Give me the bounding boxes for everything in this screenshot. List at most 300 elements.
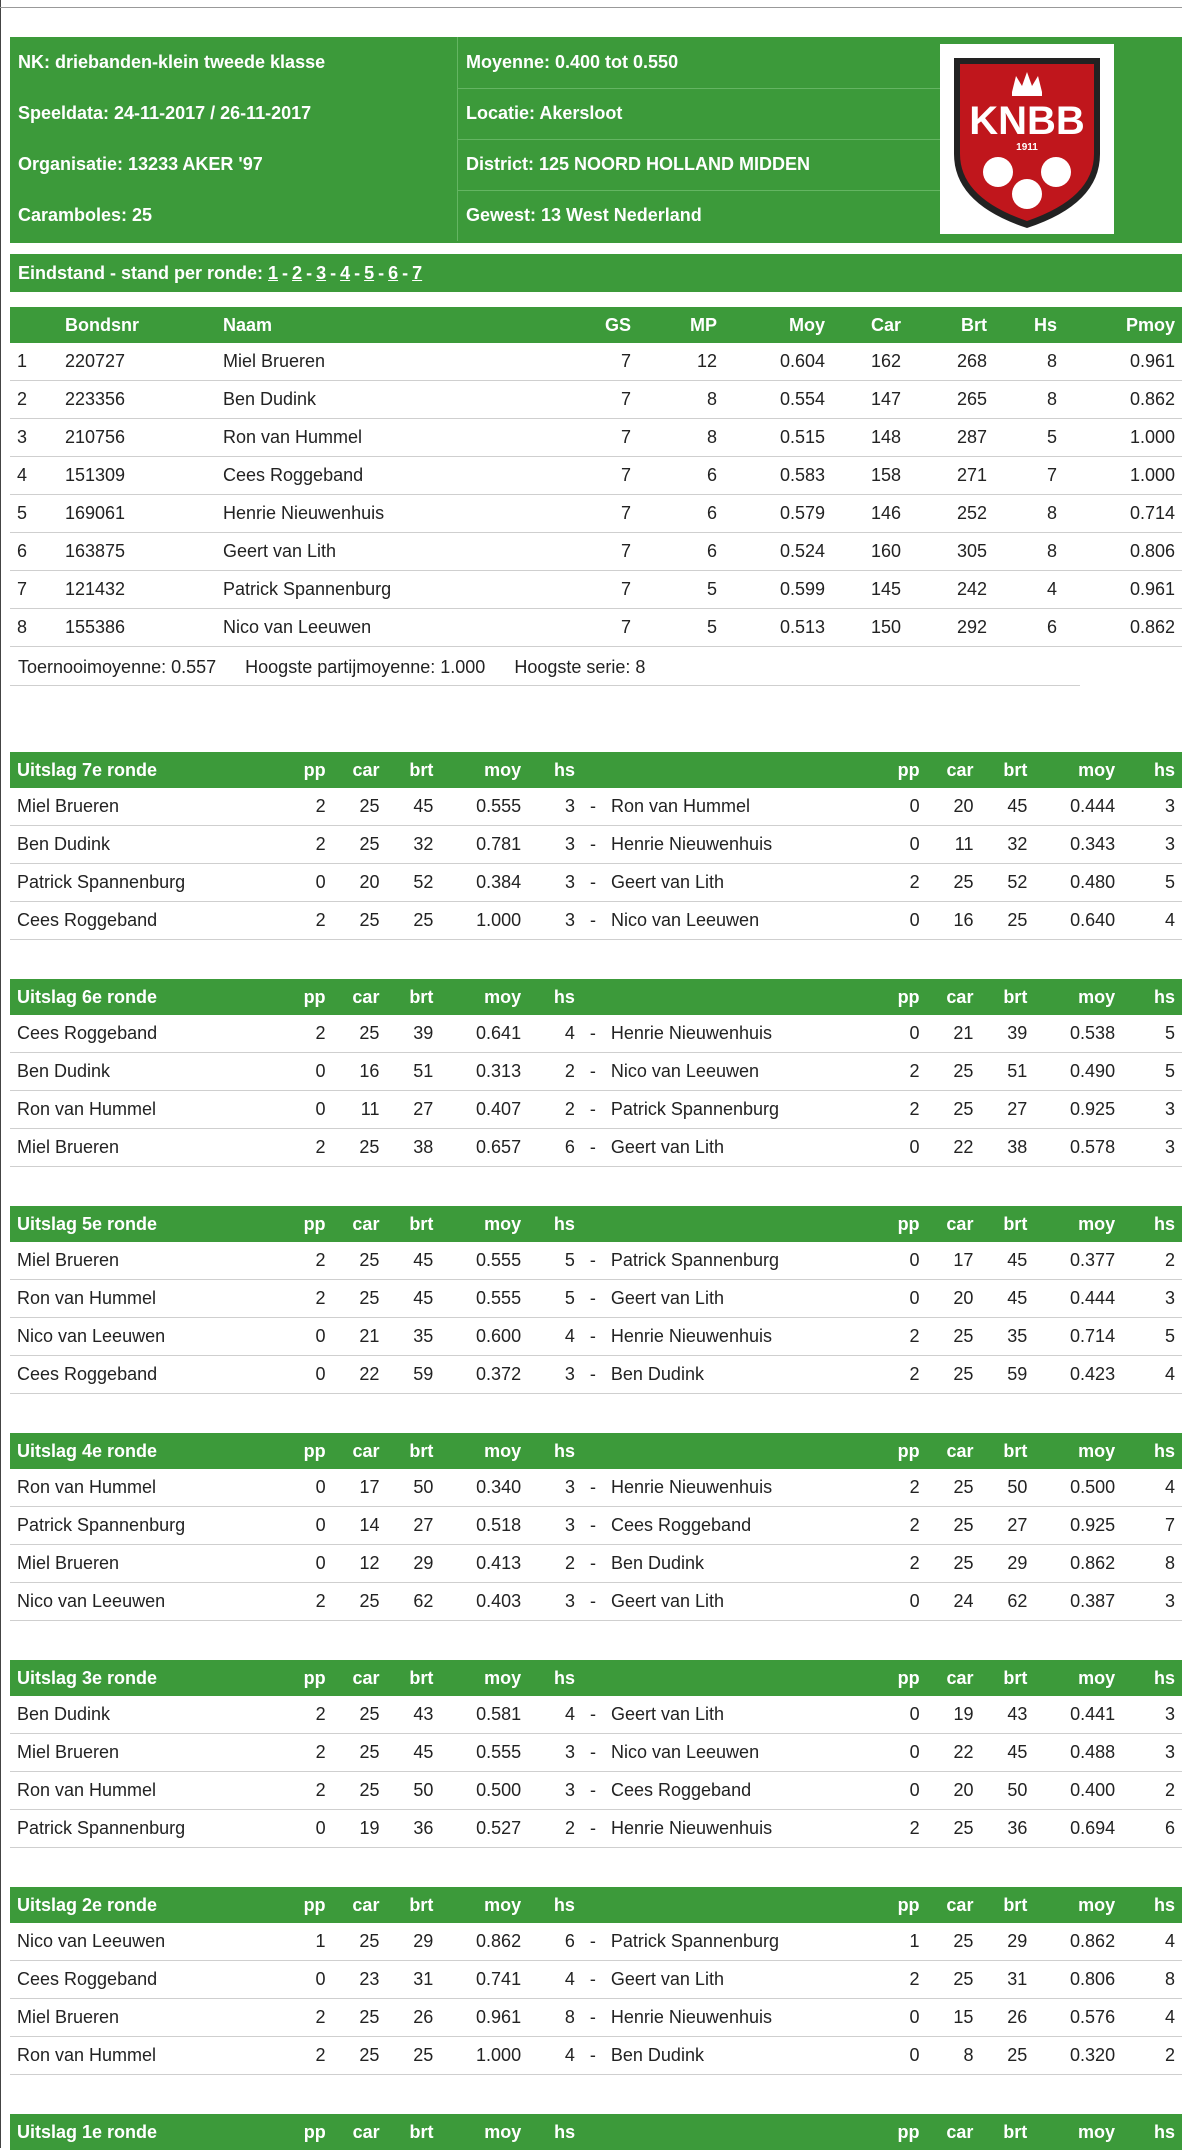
nav-separator: - xyxy=(330,263,337,283)
round-header-cell: moy xyxy=(440,979,528,1015)
table-cell: 3 xyxy=(528,1734,582,1772)
table-cell: 43 xyxy=(387,1696,441,1734)
table-cell: 0 xyxy=(873,1129,927,1167)
match-separator: - xyxy=(582,1999,604,2037)
table-cell: 6 xyxy=(638,495,724,533)
table-cell: 50 xyxy=(387,1469,441,1507)
table-cell: 0.806 xyxy=(1064,533,1182,571)
table-cell: 24 xyxy=(927,1583,981,1621)
player-name: Ben Dudink xyxy=(10,1053,279,1091)
table-cell: 2 xyxy=(279,826,333,864)
table-cell: 2 xyxy=(279,2037,333,2075)
table-cell: 12 xyxy=(333,1545,387,1583)
table-cell: 2 xyxy=(279,1242,333,1280)
table-cell: 20 xyxy=(927,1772,981,1810)
round-title: Uitslag 7e ronde xyxy=(10,752,279,788)
round-header-cell: moy xyxy=(440,1660,528,1696)
player-name: Miel Brueren xyxy=(10,1129,279,1167)
gewest: Gewest: 13 West Nederland xyxy=(457,190,941,241)
player-name: Cees Roggeband xyxy=(10,1015,279,1053)
table-cell: 0.862 xyxy=(1064,609,1182,647)
round-header-cell: car xyxy=(927,1206,981,1242)
round-results-table xyxy=(10,2114,1182,2150)
table-cell: 0.555 xyxy=(440,1734,528,1772)
table-cell: 50 xyxy=(980,1469,1034,1507)
round-header-cell: pp xyxy=(279,1433,333,1469)
player-name: Nico van Leeuwen xyxy=(10,1318,279,1356)
table-cell: 4 xyxy=(1122,1356,1182,1394)
table-cell: 21 xyxy=(333,1318,387,1356)
match-row xyxy=(10,1091,1182,1129)
player-name: Patrick Spannenburg xyxy=(10,1507,279,1545)
table-cell: 25 xyxy=(333,902,387,940)
player-name: Ron van Hummel xyxy=(10,1469,279,1507)
match-row xyxy=(10,1280,1182,1318)
table-cell: 19 xyxy=(927,1696,981,1734)
player-name: Ben Dudink xyxy=(604,1545,873,1583)
table-cell: 0.538 xyxy=(1034,1015,1122,1053)
table-cell: 151309 xyxy=(58,457,216,495)
table-cell: 2 xyxy=(873,1091,927,1129)
table-cell: 3 xyxy=(1122,1091,1182,1129)
table-cell: 0.490 xyxy=(1034,1053,1122,1091)
table-cell: 19 xyxy=(333,1810,387,1848)
round-title: Uitslag 1e ronde xyxy=(10,2114,279,2150)
rounds-nav-links xyxy=(268,263,422,283)
table-cell: 0.781 xyxy=(440,826,528,864)
nav-separator: - xyxy=(378,263,385,283)
match-separator: - xyxy=(582,1280,604,1318)
player-name: Miel Brueren xyxy=(10,1242,279,1280)
table-cell: 45 xyxy=(980,788,1034,826)
table-cell: 145 xyxy=(832,571,908,609)
table-cell: 25 xyxy=(333,1129,387,1167)
match-row xyxy=(10,1129,1182,1167)
match-separator: - xyxy=(582,1772,604,1810)
table-cell: 0.513 xyxy=(724,609,832,647)
table-cell: 29 xyxy=(386,1923,440,1961)
table-cell: 7 xyxy=(570,419,638,457)
match-row xyxy=(10,1053,1182,1091)
table-cell: 25 xyxy=(333,1280,387,1318)
table-cell: 45 xyxy=(386,1242,440,1280)
table-cell: 2 xyxy=(873,1469,927,1507)
player-name: Nico van Leeuwen xyxy=(216,609,570,647)
table-cell: 0.961 xyxy=(440,1999,528,2037)
table-cell: 0.578 xyxy=(1034,1129,1122,1167)
table-cell: 0 xyxy=(279,1961,333,1999)
district: District: 125 NOORD HOLLAND MIDDEN xyxy=(457,139,941,190)
round-link-7[interactable]: 7 xyxy=(412,263,423,283)
table-cell: 17 xyxy=(927,1242,981,1280)
round-header-cell: hs xyxy=(1122,752,1182,788)
table-cell: 22 xyxy=(927,1129,981,1167)
table-cell: 3 xyxy=(528,1507,582,1545)
table-cell: 11 xyxy=(927,826,981,864)
round-header-cell: hs xyxy=(528,1433,582,1469)
table-cell: 0.806 xyxy=(1034,1961,1122,1999)
standings-table xyxy=(10,307,1182,647)
table-cell: 8 xyxy=(927,2037,981,2075)
info-divider xyxy=(457,139,941,140)
match-row xyxy=(10,1318,1182,1356)
round-header-cell: car xyxy=(333,1887,387,1923)
table-cell: 26 xyxy=(386,1999,440,2037)
tournament-average: Toernooimoyenne: 0.557 xyxy=(18,657,217,677)
round-results-table xyxy=(10,979,1182,1167)
round-header-cell: hs xyxy=(528,1887,582,1923)
player-name: Cees Roggeband xyxy=(604,1507,873,1545)
round-header-cell: moy xyxy=(1034,1433,1122,1469)
player-name: Henrie Nieuwenhuis xyxy=(604,1318,873,1356)
table-cell: 0.488 xyxy=(1034,1734,1122,1772)
round-header-cell: moy xyxy=(1034,1660,1122,1696)
table-cell: 0.555 xyxy=(440,788,528,826)
table-cell: 1 xyxy=(279,1923,333,1961)
match-separator: - xyxy=(582,1961,604,1999)
table-cell: 0.961 xyxy=(1064,343,1182,381)
table-cell: 0 xyxy=(279,1469,333,1507)
table-cell: 0 xyxy=(873,788,927,826)
table-cell: 62 xyxy=(387,1583,441,1621)
round-header-cell: hs xyxy=(1122,2114,1182,2150)
moyenne-range: Moyenne: 0.400 tot 0.550 xyxy=(457,37,941,88)
round-link-1[interactable]: 1 xyxy=(268,263,279,283)
table-cell: 32 xyxy=(387,826,441,864)
player-name: Ron van Hummel xyxy=(10,2037,279,2075)
table-cell: 0.400 xyxy=(1034,1772,1122,1810)
table-cell: 8 xyxy=(994,495,1064,533)
table-cell: 0 xyxy=(873,1734,927,1772)
table-cell: 0.579 xyxy=(724,495,832,533)
table-cell: 25 xyxy=(980,2037,1034,2075)
match-separator: - xyxy=(582,864,604,902)
match-row xyxy=(10,1507,1182,1545)
table-cell: 0.862 xyxy=(440,1923,528,1961)
table-cell: 3 xyxy=(1122,1280,1182,1318)
table-cell: 0.599 xyxy=(724,571,832,609)
table-cell: 2 xyxy=(873,1810,927,1848)
player-name: Miel Brueren xyxy=(10,1999,279,2037)
table-cell: 3 xyxy=(528,826,582,864)
table-cell: 3 xyxy=(528,1356,582,1394)
table-cell: 0.423 xyxy=(1034,1356,1122,1394)
table-cell: 45 xyxy=(387,1734,441,1772)
round-header-cell: hs xyxy=(528,752,582,788)
table-cell: 4 xyxy=(528,1015,582,1053)
table-cell: 147 xyxy=(832,381,908,419)
organisation: Organisatie: 13233 AKER '97 xyxy=(18,154,263,174)
table-cell: 2 xyxy=(873,1053,927,1091)
round-header-spacer xyxy=(604,752,873,788)
table-cell: 2 xyxy=(873,864,927,902)
round-header-cell: hs xyxy=(1122,1433,1182,1469)
round-header-cell: moy xyxy=(1034,752,1122,788)
table-cell: 0 xyxy=(279,1545,333,1583)
table-cell: 25 xyxy=(333,826,387,864)
table-cell: 4 xyxy=(1122,1923,1182,1961)
table-cell: 5 xyxy=(638,571,724,609)
table-cell: 62 xyxy=(980,1583,1034,1621)
table-cell: 39 xyxy=(386,1015,440,1053)
round-header-cell: brt xyxy=(387,1660,441,1696)
table-row xyxy=(10,419,1182,457)
table-cell: 4 xyxy=(1122,902,1182,940)
table-cell: 2 xyxy=(279,788,333,826)
table-cell: 8 xyxy=(10,609,58,647)
round-header-spacer xyxy=(604,2114,872,2150)
round-header-spacer xyxy=(604,1433,873,1469)
player-name: Miel Brueren xyxy=(10,788,279,826)
round-header-cell: moy xyxy=(1034,1887,1122,1923)
round-header-cell: hs xyxy=(1122,1887,1182,1923)
round-header-cell: car xyxy=(927,1433,981,1469)
table-cell: 59 xyxy=(386,1356,440,1394)
table-cell: 27 xyxy=(980,1091,1034,1129)
table-cell: 2 xyxy=(279,1696,333,1734)
player-name: Henrie Nieuwenhuis xyxy=(604,1999,873,2037)
match-row xyxy=(10,1734,1182,1772)
table-cell: 2 xyxy=(873,1356,927,1394)
round-results-table xyxy=(10,752,1182,940)
round-header-cell: brt xyxy=(980,1433,1034,1469)
table-row xyxy=(10,609,1182,647)
table-cell: 0 xyxy=(873,1242,927,1280)
table-cell: 25 xyxy=(333,1583,387,1621)
player-name: Patrick Spannenburg xyxy=(604,1091,873,1129)
player-name: Ron van Hummel xyxy=(604,788,873,826)
match-separator: - xyxy=(582,1053,604,1091)
round-header-cell: car xyxy=(926,2114,980,2150)
player-name: Henrie Nieuwenhuis xyxy=(604,1015,873,1053)
table-cell: 51 xyxy=(386,1053,440,1091)
player-name: Ben Dudink xyxy=(216,381,570,419)
table-cell: 43 xyxy=(980,1696,1034,1734)
table-cell: 163875 xyxy=(58,533,216,571)
table-cell: 52 xyxy=(980,864,1034,902)
table-cell: 45 xyxy=(387,788,441,826)
table-cell: 305 xyxy=(908,533,994,571)
match-row xyxy=(10,902,1182,940)
table-cell: 242 xyxy=(908,571,994,609)
table-cell: 0.604 xyxy=(724,343,832,381)
round-header-cell: brt xyxy=(387,752,441,788)
table-row xyxy=(10,571,1182,609)
table-cell: 16 xyxy=(927,902,981,940)
table-cell: 0.407 xyxy=(440,1091,528,1129)
table-cell: 3 xyxy=(528,1583,582,1621)
table-cell: 0.403 xyxy=(440,1583,528,1621)
table-cell: 169061 xyxy=(58,495,216,533)
table-cell: 0.583 xyxy=(724,457,832,495)
table-cell: 1.000 xyxy=(440,2037,528,2075)
table-cell: 0.320 xyxy=(1034,2037,1122,2075)
round-link-2[interactable]: 2 xyxy=(292,263,303,283)
round-results-table xyxy=(10,1660,1182,1848)
table-cell: 20 xyxy=(927,1280,981,1318)
table-cell: 25 xyxy=(927,1810,981,1848)
table-cell: 3 xyxy=(1122,1129,1182,1167)
table-cell: 0 xyxy=(873,2037,927,2075)
round-header-cell: moy xyxy=(440,1433,528,1469)
table-cell: 5 xyxy=(638,609,724,647)
table-row xyxy=(10,457,1182,495)
table-cell: 2 xyxy=(528,1053,582,1091)
table-cell: 25 xyxy=(927,1053,981,1091)
standings-header-cell: Moy xyxy=(724,307,832,343)
player-name: Nico van Leeuwen xyxy=(604,1734,873,1772)
table-cell: 25 xyxy=(980,902,1034,940)
table-cell: 4 xyxy=(1122,1999,1182,2037)
table-cell: 0 xyxy=(279,1053,333,1091)
table-cell: 148 xyxy=(832,419,908,457)
standings-header-cell: Hs xyxy=(994,307,1064,343)
table-cell: 5 xyxy=(1122,864,1182,902)
player-name: Patrick Spannenburg xyxy=(216,571,570,609)
table-cell: 2 xyxy=(873,1318,927,1356)
round-title: Uitslag 5e ronde xyxy=(10,1206,279,1242)
table-cell: 0.581 xyxy=(440,1696,528,1734)
table-cell: 5 xyxy=(528,1280,582,1318)
round-header-cell: brt xyxy=(386,979,440,1015)
table-cell: 25 xyxy=(333,788,387,826)
nav-separator: - xyxy=(402,263,409,283)
player-name: Cees Roggeband xyxy=(10,1356,279,1394)
table-cell: 0.741 xyxy=(440,1961,528,1999)
round-link-3[interactable]: 3 xyxy=(316,263,327,283)
player-name: Henrie Nieuwenhuis xyxy=(604,826,873,864)
player-name: Ben Dudink xyxy=(10,1696,279,1734)
player-name: Geert van Lith xyxy=(604,1129,873,1167)
table-cell: 0 xyxy=(279,1356,333,1394)
player-name: Miel Brueren xyxy=(10,1545,279,1583)
table-cell: 8 xyxy=(1122,1961,1182,1999)
round-link-4[interactable]: 4 xyxy=(340,263,351,283)
round-header-spacer xyxy=(582,1887,604,1923)
highest-series: Hoogste serie: 8 xyxy=(514,657,646,677)
standings-header-cell: Brt xyxy=(908,307,994,343)
rounds-nav xyxy=(10,254,1182,292)
nav-separator: - xyxy=(282,263,289,283)
round-header-cell: brt xyxy=(980,979,1034,1015)
round-header-cell: pp xyxy=(279,1660,333,1696)
table-cell: 5 xyxy=(10,495,58,533)
table-cell: 25 xyxy=(927,1923,981,1961)
round-header-cell: brt xyxy=(387,1433,441,1469)
player-name: Patrick Spannenburg xyxy=(10,1810,279,1848)
round-header-cell: hs xyxy=(528,1660,582,1696)
table-cell: 26 xyxy=(980,1999,1034,2037)
table-cell: 1.000 xyxy=(1064,457,1182,495)
match-separator: - xyxy=(582,1242,604,1280)
table-cell: 292 xyxy=(908,609,994,647)
table-cell: 8 xyxy=(638,381,724,419)
table-cell: 32 xyxy=(980,826,1034,864)
table-cell: 0.313 xyxy=(440,1053,528,1091)
table-cell: 7 xyxy=(570,457,638,495)
table-cell: 31 xyxy=(386,1961,440,1999)
table-cell: 121432 xyxy=(58,571,216,609)
table-cell: 25 xyxy=(927,1091,981,1129)
table-cell: 25 xyxy=(927,1318,981,1356)
round-header-cell: brt xyxy=(980,1206,1034,1242)
round-header-cell: hs xyxy=(1122,979,1182,1015)
round-title: Uitslag 6e ronde xyxy=(10,979,279,1015)
player-name: Geert van Lith xyxy=(216,533,570,571)
table-cell: 23 xyxy=(333,1961,387,1999)
round-header-cell: pp xyxy=(279,979,333,1015)
match-row xyxy=(10,1772,1182,1810)
table-cell: 4 xyxy=(528,2037,582,2075)
table-cell: 271 xyxy=(908,457,994,495)
table-cell: 1.000 xyxy=(440,902,528,940)
nav-separator: - xyxy=(306,263,313,283)
player-name: Patrick Spannenburg xyxy=(604,1242,873,1280)
round-header-cell: moy xyxy=(440,1887,528,1923)
player-name: Henrie Nieuwenhuis xyxy=(604,1469,873,1507)
match-separator: - xyxy=(582,788,604,826)
table-cell: 0 xyxy=(873,1772,927,1810)
table-cell: 5 xyxy=(1122,1318,1182,1356)
table-cell: 45 xyxy=(980,1242,1034,1280)
table-cell: 4 xyxy=(10,457,58,495)
round-link-5[interactable]: 5 xyxy=(364,263,375,283)
table-cell: 0.600 xyxy=(440,1318,528,1356)
table-cell: 50 xyxy=(387,1772,441,1810)
table-cell: 15 xyxy=(927,1999,981,2037)
nav-separator: - xyxy=(354,263,361,283)
table-cell: 5 xyxy=(528,1242,582,1280)
player-name: Henrie Nieuwenhuis xyxy=(604,1810,873,1848)
player-name: Nico van Leeuwen xyxy=(604,1053,873,1091)
match-row xyxy=(10,1242,1182,1280)
table-cell: 0.444 xyxy=(1034,788,1122,826)
round-header-cell: car xyxy=(333,2114,387,2150)
round-header-cell: pp xyxy=(873,1660,927,1696)
table-cell: 38 xyxy=(980,1129,1034,1167)
table-cell: 2 xyxy=(279,902,333,940)
table-cell: 5 xyxy=(994,419,1064,457)
player-name: Patrick Spannenburg xyxy=(10,864,279,902)
round-header-cell: hs xyxy=(1122,1206,1182,1242)
round-header-spacer xyxy=(604,979,873,1015)
table-cell: 0 xyxy=(873,1696,927,1734)
table-cell: 2 xyxy=(528,1545,582,1583)
table-cell: 3 xyxy=(528,1772,582,1810)
table-cell: 20 xyxy=(333,864,387,902)
round-link-6[interactable]: 6 xyxy=(388,263,399,283)
player-name: Geert van Lith xyxy=(604,1280,873,1318)
table-cell: 210756 xyxy=(58,419,216,457)
table-cell: 16 xyxy=(333,1053,387,1091)
rounds-nav-label: Eindstand - stand per ronde: xyxy=(18,263,264,283)
match-separator: - xyxy=(582,1545,604,1583)
round-header-cell: car xyxy=(927,1660,981,1696)
table-cell: 0.340 xyxy=(440,1469,528,1507)
table-cell: 0.714 xyxy=(1064,495,1182,533)
table-cell: 2 xyxy=(279,1129,333,1167)
highest-match-average: Hoogste partijmoyenne: 1.000 xyxy=(245,657,486,677)
match-separator: - xyxy=(582,1356,604,1394)
round-header-cell: car xyxy=(333,752,387,788)
round-header-cell: car xyxy=(927,1887,981,1923)
match-row xyxy=(10,1356,1182,1394)
table-cell: 0.555 xyxy=(440,1280,528,1318)
round-header-cell: car xyxy=(927,752,981,788)
table-cell: 287 xyxy=(908,419,994,457)
table-cell: 4 xyxy=(528,1318,582,1356)
table-cell: 146 xyxy=(832,495,908,533)
